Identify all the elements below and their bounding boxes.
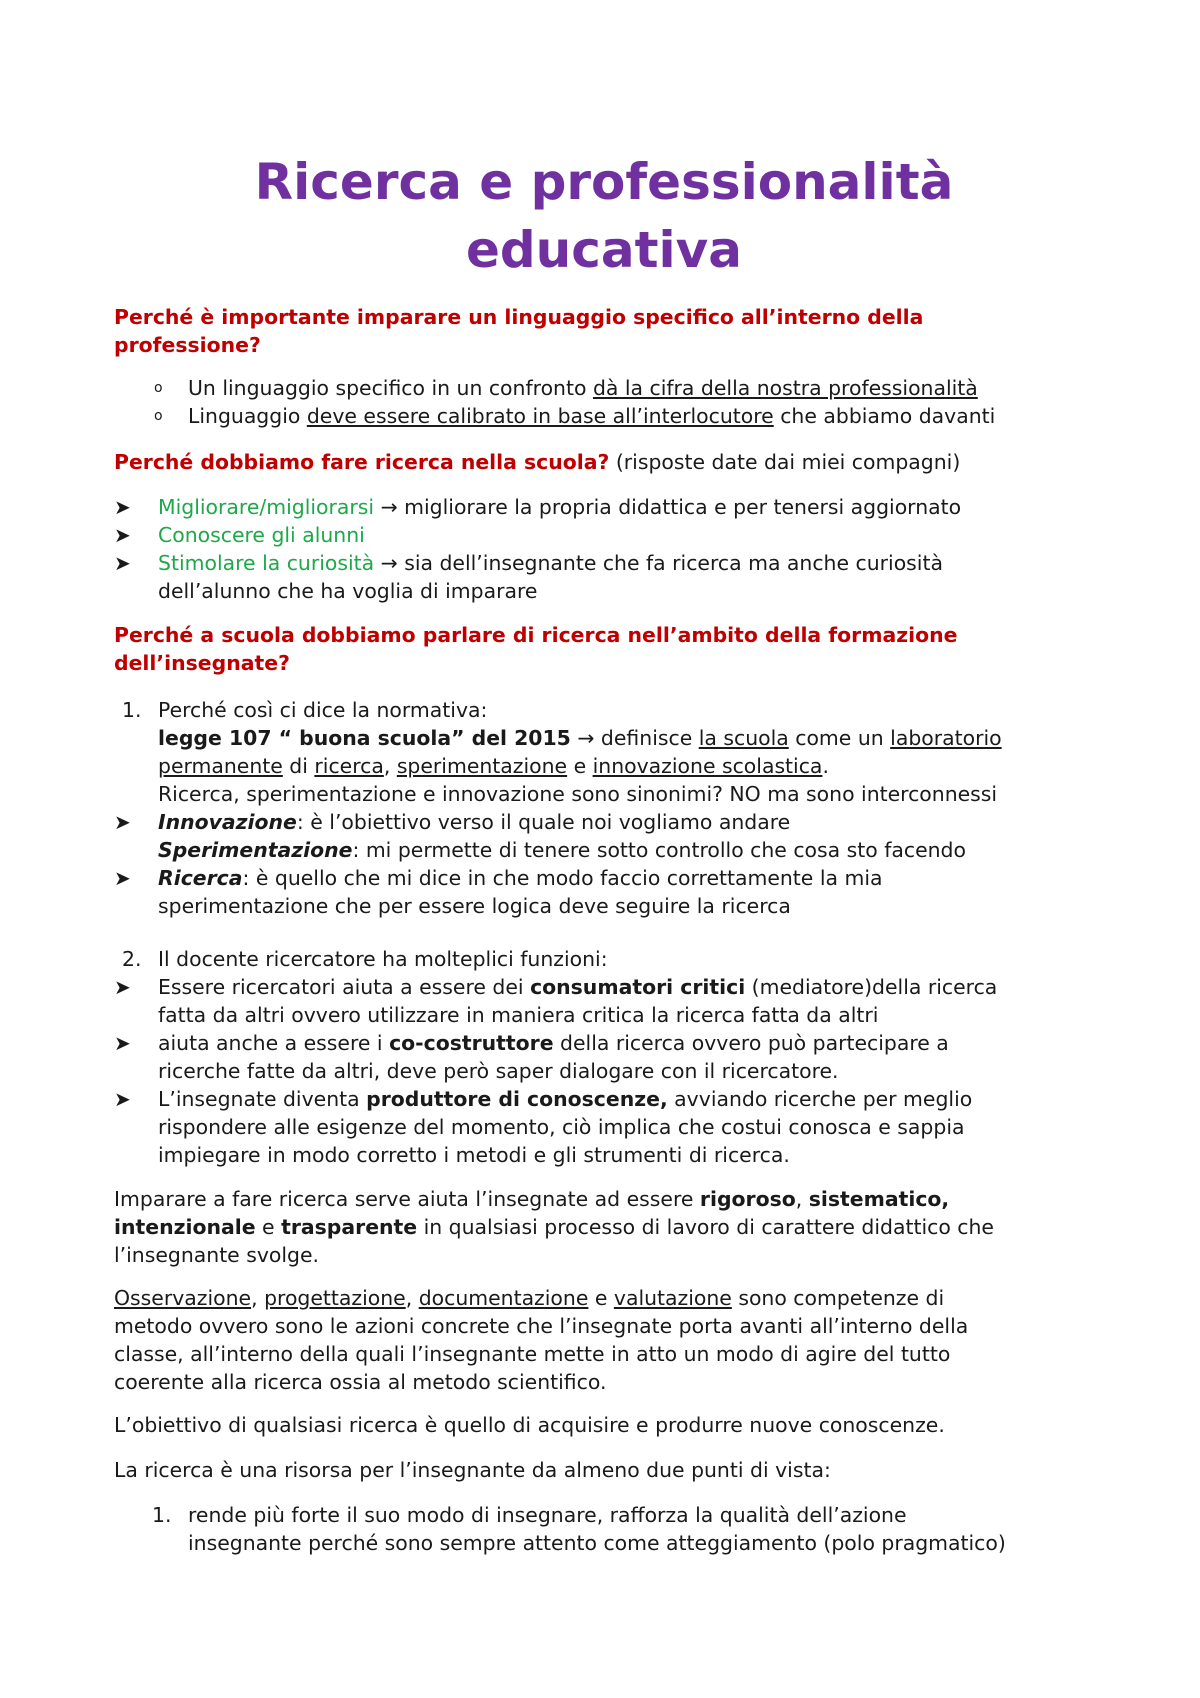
right-arrow-icon: → — [380, 551, 398, 575]
list-number: 1. — [152, 1503, 172, 1527]
arrow-bullet-icon: ➤ — [114, 495, 131, 519]
title-line-2: educativa — [465, 221, 743, 279]
paragraph-imparare: Imparare a fare ricerca serve aiuta l’insegnate ad essere rigoroso, sistematico, intenzionale e trasparente in qualsiasi processo di lavoro di carattere didattico che l’insegnante svolge. — [114, 1187, 994, 1267]
arrow-bullet-icon: ➤ — [114, 1087, 131, 1111]
list-number: 2. — [122, 947, 142, 971]
arrow-bullet-icon: ➤ — [114, 1031, 131, 1055]
section-heading-formazione: Perché a scuola dobbiamo parlare di ricerca nell’ambito della formazione dell’insegnate? — [114, 623, 958, 675]
paragraph-risorsa: La ricerca è una risorsa per l’insegnante da almeno due punti di vista: — [114, 1458, 831, 1482]
section-heading-scuola: Perché dobbiamo fare ricerca nella scuola? (risposte date dai miei compagni) — [114, 450, 961, 474]
list-item-text: Un linguaggio specifico in un confronto dà la cifra della nostra professionalità — [188, 376, 978, 400]
list-item-text: Stimolare la curiosità → sia dell’insegnante che fa ricerca ma anche curiosità dell’alunno che ha voglia di imparare — [158, 551, 943, 603]
right-arrow-icon: → — [380, 495, 398, 519]
arrow-bullet-icon: ➤ — [114, 810, 131, 834]
list-number: 1. — [122, 698, 142, 722]
arrow-bullet-icon: ➤ — [114, 523, 131, 547]
list-item-text: aiuta anche a essere i co-costruttore della ricerca ovvero può partecipare a ricerche fatte da altri, deve però saper dialogare con il ricercatore. — [158, 1031, 949, 1083]
list-item-text: Innovazione: è l’obiettivo verso il quale noi vogliamo andare Sperimentazione: mi permette di tenere sotto controllo che cosa sto facendo — [158, 810, 966, 862]
list-item-text: Ricerca: è quello che mi dice in che modo faccio correttamente la mia sperimentazione che per essere logica deve seguire la ricerca — [158, 866, 883, 918]
paragraph-competenze: Osservazione, progettazione, documentazione e valutazione sono competenze di metodo ovvero sono le azioni concrete che l’insegnate porta avanti all’interno della classe, all’interno della quali l’insegnante mette in atto un modo di agire del tutto coerente alla ricerca ossia al metodo scientifico. — [114, 1286, 969, 1394]
list-item-text: L’insegnate diventa produttore di conoscenze, avviando ricerche per meglio rispondere alle esigenze del momento, ciò implica che costui conosca e sappia impiegare in modo corretto i metodi e gli strumenti di ricerca. — [158, 1087, 973, 1167]
list-item-text: Perché così ci dice la normativa: legge 107 “ buona scuola” del 2015 → definisce la scuola come un laboratorio permanente di ricerca, sperimentazione e innovazione scolastica. Ricerca, sperimentazione e innovazione sono sinonimi? NO ma sono interconnessi — [158, 698, 1002, 806]
title-line-1: Ricerca e professionalità — [254, 153, 954, 211]
circle-bullet-icon: o — [154, 408, 163, 424]
list-item-text: rende più forte il suo modo di insegnare, rafforza la qualità dell’azione insegnante perché sono sempre attento come atteggiamento (polo pragmatico) — [188, 1503, 1006, 1555]
list-item-text: Linguaggio deve essere calibrato in base all’interlocutore che abbiamo davanti — [188, 404, 996, 428]
list-item-text: Il docente ricercatore ha molteplici funzioni: — [158, 947, 608, 971]
arrow-bullet-icon: ➤ — [114, 866, 131, 890]
section-heading-linguaggio: Perché è importante imparare un linguaggio specifico all’interno della professione? — [114, 305, 924, 357]
paragraph-obiettivo: L’obiettivo di qualsiasi ricerca è quello di acquisire e produrre nuove conoscenze. — [114, 1413, 945, 1437]
arrow-bullet-icon: ➤ — [114, 551, 131, 575]
right-arrow-icon: → — [577, 726, 595, 750]
arrow-bullet-icon: ➤ — [114, 975, 131, 999]
circle-bullet-icon: o — [154, 380, 163, 396]
list-item-text: Conoscere gli alunni — [158, 523, 365, 547]
list-item-text: Essere ricercatori aiuta a essere dei consumatori critici (mediatore)della ricerca fatta da altri ovvero utilizzare in maniera critica la ricerca fatta da altri — [158, 975, 998, 1027]
document-title — [114, 148, 1094, 284]
list-item-text: Migliorare/migliorarsi → migliorare la propria didattica e per tenersi aggiornato — [158, 495, 962, 519]
